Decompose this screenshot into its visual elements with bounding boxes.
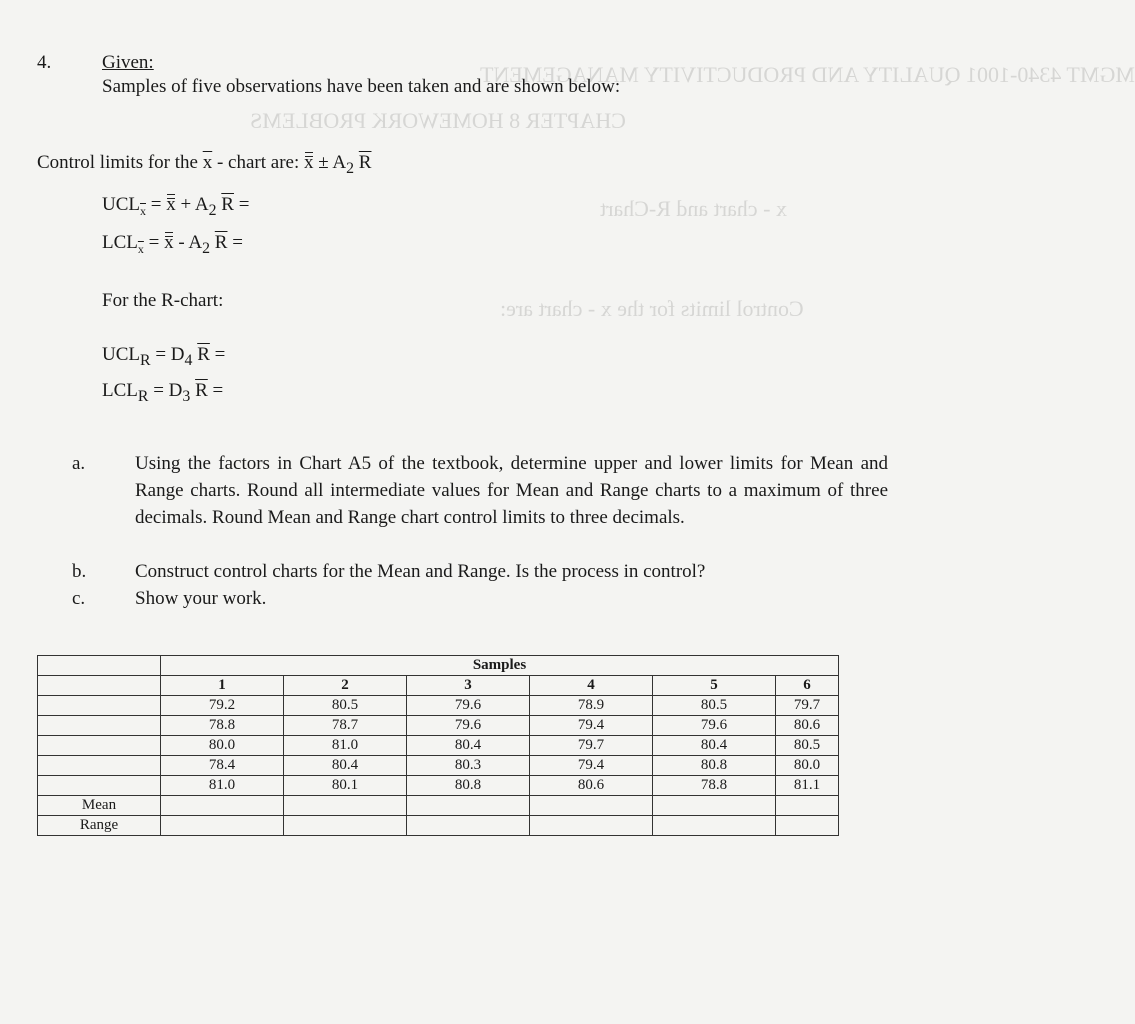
equals-sign: = bbox=[214, 344, 226, 365]
d4-subscript: 4 bbox=[184, 351, 193, 369]
column-header: 5 bbox=[653, 676, 776, 696]
range-cell bbox=[653, 816, 776, 836]
table-cell: 79.6 bbox=[407, 716, 530, 736]
range-cell bbox=[776, 816, 839, 836]
given-label: Given: bbox=[102, 52, 154, 73]
question-c-text: Show your work. bbox=[135, 588, 267, 609]
a2-subscript: 2 bbox=[202, 239, 211, 257]
mean-cell bbox=[407, 796, 530, 816]
mean-row bbox=[38, 796, 839, 816]
table-cell: 80.4 bbox=[284, 756, 407, 776]
mean-label: Mean bbox=[38, 796, 161, 816]
xbar-limits-line bbox=[37, 152, 371, 178]
r-bar-symbol: $\overline{R}$ bbox=[358, 152, 372, 173]
lcl-r-subscript: R bbox=[137, 387, 149, 405]
ucl-r-formula bbox=[102, 344, 225, 370]
x-bar-symbol: $\overline{x}$ bbox=[202, 152, 213, 173]
question-letter-b: b. bbox=[72, 561, 87, 582]
equals-sign: = bbox=[150, 194, 162, 215]
a2-subscript: 2 bbox=[346, 159, 355, 177]
intro-text: Control limits for the bbox=[37, 152, 198, 173]
table-cell: 79.6 bbox=[653, 716, 776, 736]
r-bar-symbol: $\overline{R}$ bbox=[221, 194, 234, 215]
bleed-through-text: Control limits for the x - chart are: bbox=[500, 296, 804, 321]
plus-minus-symbol: ± bbox=[318, 152, 329, 173]
r-bar-symbol: $\overline{R}$ bbox=[197, 344, 210, 365]
table-cell: 80.6 bbox=[530, 776, 653, 796]
equals-sign: = bbox=[212, 380, 224, 401]
range-cell bbox=[407, 816, 530, 836]
table-cell: 78.8 bbox=[653, 776, 776, 796]
ucl-label: UCL bbox=[102, 344, 140, 365]
table-cell: 78.8 bbox=[161, 716, 284, 736]
table-cell: 81.0 bbox=[284, 736, 407, 756]
mean-cell bbox=[530, 796, 653, 816]
question-letter-a: a. bbox=[72, 453, 86, 474]
column-header: 3 bbox=[407, 676, 530, 696]
table-cell: 79.7 bbox=[530, 736, 653, 756]
r-bar-symbol: $\overline{R}$ bbox=[214, 232, 228, 253]
column-header: 1 bbox=[161, 676, 284, 696]
samples-table bbox=[37, 655, 839, 836]
ucl-x-formula bbox=[102, 194, 249, 220]
table-cell: 80.0 bbox=[161, 736, 284, 756]
question-letter-c: c. bbox=[72, 588, 86, 609]
lcl-x-formula bbox=[102, 232, 243, 258]
table-cell: 80.0 bbox=[776, 756, 839, 776]
table-cell: 80.1 bbox=[284, 776, 407, 796]
column-header: 6 bbox=[776, 676, 839, 696]
ucl-label: UCL bbox=[102, 194, 140, 215]
chart-are-text: - chart are: bbox=[216, 152, 300, 173]
range-cell bbox=[284, 816, 407, 836]
x-double-bar-symbol: x bbox=[166, 194, 176, 215]
mean-cell bbox=[776, 796, 839, 816]
lcl-label: LCL bbox=[102, 232, 138, 253]
d3-symbol: D bbox=[168, 380, 183, 401]
ucl-subscript: x bbox=[140, 203, 146, 218]
column-header: 4 bbox=[530, 676, 653, 696]
equals-sign: = bbox=[153, 380, 164, 401]
range-label: Range bbox=[38, 816, 161, 836]
d3-subscript: 3 bbox=[182, 387, 191, 405]
table-cell: 80.5 bbox=[284, 696, 407, 716]
range-cell bbox=[530, 816, 653, 836]
equals-sign: = bbox=[155, 344, 167, 365]
lcl-label: LCL bbox=[102, 380, 138, 401]
table-cell: 78.4 bbox=[161, 756, 284, 776]
r-chart-intro: For the R-chart: bbox=[102, 290, 224, 311]
row-label bbox=[38, 696, 161, 716]
table-cell: 78.9 bbox=[530, 696, 653, 716]
equals-sign: = bbox=[232, 232, 243, 253]
lcl-subscript: x bbox=[137, 241, 144, 256]
x-double-bar-symbol: x bbox=[304, 152, 314, 173]
table-cell: 81.0 bbox=[161, 776, 284, 796]
table-cell: 78.7 bbox=[284, 716, 407, 736]
table-cell: 80.8 bbox=[653, 756, 776, 776]
row-label bbox=[38, 756, 161, 776]
table-row bbox=[38, 776, 839, 796]
table-row bbox=[38, 716, 839, 736]
column-header: 2 bbox=[284, 676, 407, 696]
mean-cell bbox=[653, 796, 776, 816]
table-cell: 80.4 bbox=[407, 736, 530, 756]
r-bar-symbol: $\overline{R}$ bbox=[195, 380, 208, 401]
table-row bbox=[38, 756, 839, 776]
row-label bbox=[38, 736, 161, 756]
table-cell: 80.6 bbox=[776, 716, 839, 736]
a2-subscript: 2 bbox=[208, 201, 217, 219]
question-b-text: Construct control charts for the Mean and Range. Is the process in control? bbox=[135, 561, 706, 582]
row-label bbox=[38, 716, 161, 736]
a2-symbol: A bbox=[188, 232, 203, 253]
mean-cell bbox=[161, 796, 284, 816]
ucl-r-subscript: R bbox=[140, 351, 151, 369]
table-cell: 79.4 bbox=[530, 756, 653, 776]
minus-sign: - bbox=[178, 232, 185, 253]
table-cell: 80.4 bbox=[653, 736, 776, 756]
range-cell bbox=[161, 816, 284, 836]
a2-symbol: A bbox=[332, 152, 347, 173]
problem-number: 4. bbox=[37, 52, 52, 73]
equals-sign: = bbox=[148, 232, 160, 253]
table-cell: 79.2 bbox=[161, 696, 284, 716]
table-cell: 79.7 bbox=[776, 696, 839, 716]
mean-cell bbox=[284, 796, 407, 816]
d4-symbol: D bbox=[170, 344, 185, 365]
table-cell: 79.6 bbox=[407, 696, 530, 716]
plus-sign: + bbox=[180, 194, 192, 215]
bleed-through-text: x - chart and R-Chart bbox=[600, 196, 787, 221]
equals-sign: = bbox=[238, 194, 250, 215]
table-corner bbox=[38, 656, 161, 676]
lcl-r-formula bbox=[102, 380, 223, 406]
table-cell: 81.1 bbox=[776, 776, 839, 796]
table-cell: 80.3 bbox=[407, 756, 530, 776]
bleed-through-text: CHAPTER 8 HOMEWORK PROBLEMS bbox=[250, 108, 626, 133]
table-cell: 79.4 bbox=[530, 716, 653, 736]
table-row bbox=[38, 736, 839, 756]
x-double-bar-symbol: x bbox=[164, 232, 174, 253]
question-a-text: Using the factors in Chart A5 of the textbook, determine upper and lower limits for Mean and Range charts. Round all intermediate values for Mean and Range charts to a maximum of three decimals. Round Mean and Range chart control limits to three decimals. bbox=[135, 453, 888, 528]
bleed-through-text: MGMT 4340-1001 QUALITY AND PRODUCTIVITY MANAGEMENT bbox=[480, 62, 1135, 87]
table-cell: 80.5 bbox=[776, 736, 839, 756]
a2-symbol: A bbox=[194, 194, 209, 215]
table-cell: 80.5 bbox=[653, 696, 776, 716]
table-row bbox=[38, 696, 839, 716]
table-corner bbox=[38, 676, 161, 696]
row-label bbox=[38, 776, 161, 796]
table-cell: 80.8 bbox=[407, 776, 530, 796]
given-text: Samples of five observations have been taken and are shown below: bbox=[102, 76, 621, 97]
range-row bbox=[38, 816, 839, 836]
samples-header: Samples bbox=[161, 656, 839, 676]
